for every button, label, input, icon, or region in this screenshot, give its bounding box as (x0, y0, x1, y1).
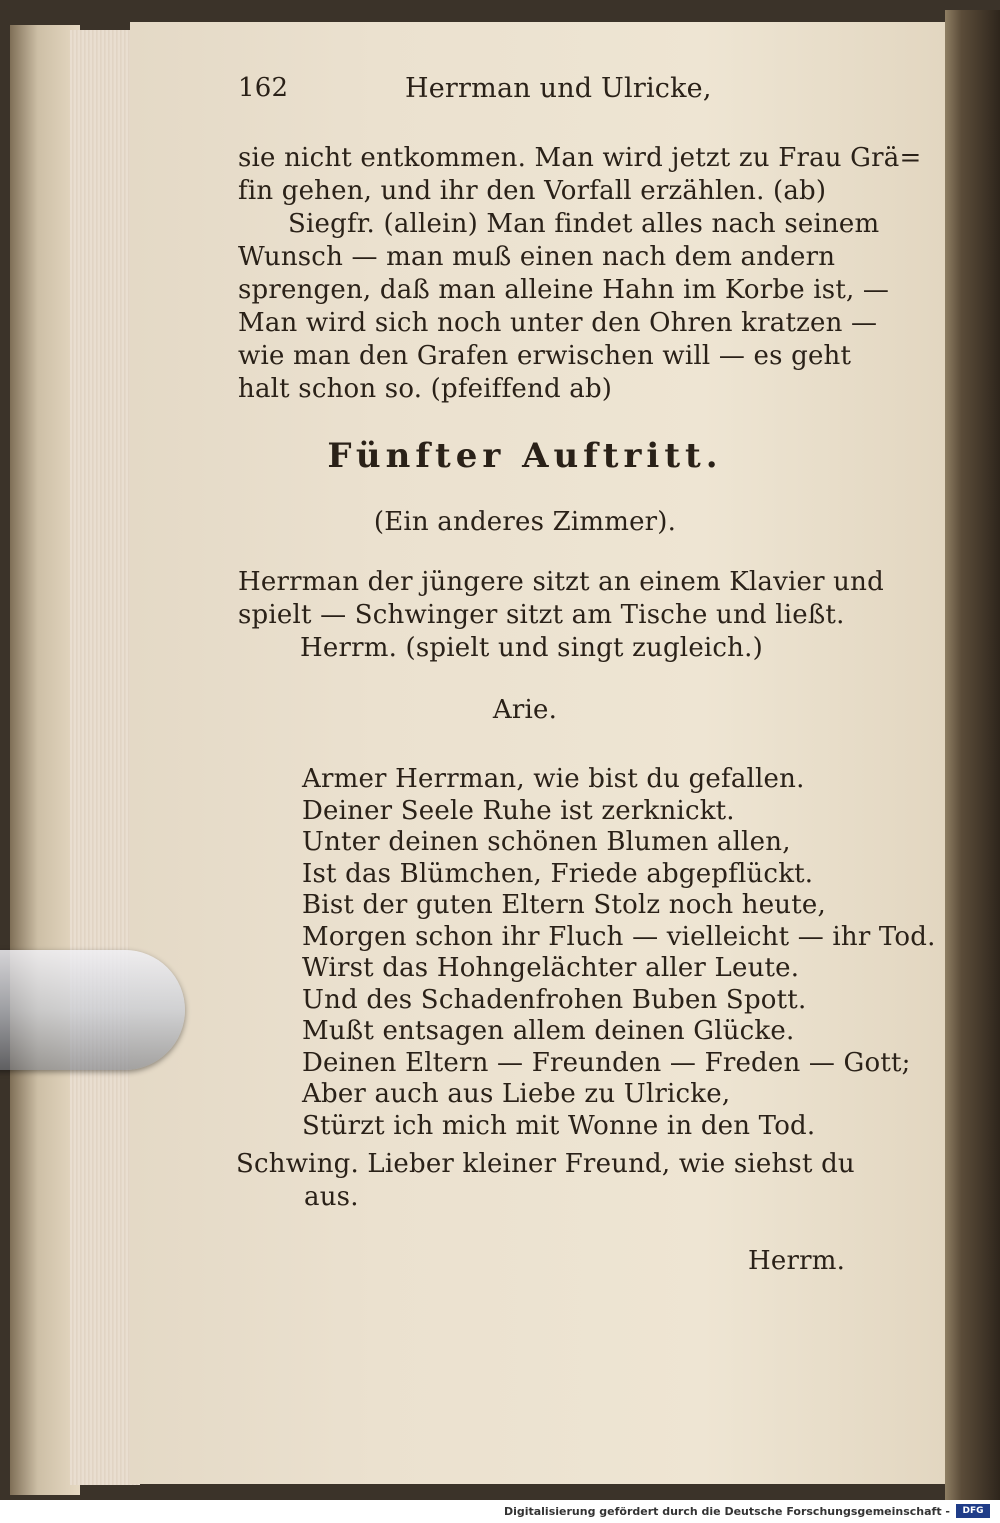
scanner-thumb-clip (0, 950, 185, 1070)
verse-line: Unter deinen schönen Blumen allen, (302, 827, 791, 857)
dialogue-top (238, 142, 922, 406)
book-spine (945, 10, 1000, 1500)
verse-line: Mußt entsagen allem deinen Glücke. (302, 1016, 795, 1046)
text-line: sie nicht entkommen. Man wird jetzt zu Frau Grä= (238, 143, 922, 173)
verse-line: Morgen schon ihr Fluch — vielleicht — ihr Tod. (302, 921, 936, 952)
text-line: halt schon so. (pfeiffend ab) (238, 374, 613, 404)
verse-line: Und des Schadenfrohen Buben Spott. (302, 984, 807, 1015)
verse-line: Aber auch aus Liebe zu Ulricke, (302, 1079, 731, 1109)
page-number: 162 (238, 73, 289, 103)
text-line: wie man den Grafen erwischen will — es geht (238, 341, 852, 371)
text-line: fin gehen, und ihr den Vorfall erzählen. (ab) (238, 176, 827, 206)
text-line: Schwing. Lieber kleiner Freund, wie siehst du (236, 1149, 855, 1179)
scene-setting: (Ein anderes Zimmer). (373, 507, 677, 537)
catchword: Herrm. (748, 1246, 846, 1276)
verse-line: Wirst das Hohngelächter aller Leute. (302, 953, 800, 983)
scene-heading: Fünfter Auftritt. (327, 436, 723, 476)
closing-dialogue (236, 1148, 872, 1214)
text-line: Herrman der jüngere sitzt an einem Klavier und (238, 567, 884, 597)
verse-line: Armer Herrman, wie bist du gefallen. (302, 764, 805, 794)
verse-line: Ist das Blümchen, Friede abgepflückt. (302, 858, 814, 889)
verse-line: Deiner Seele Ruhe ist zerknickt. (302, 795, 735, 826)
dfg-logo: DFG (956, 1504, 990, 1518)
verse-line: Stürzt ich mich mit Wonne in den Tod. (302, 1110, 816, 1141)
text-line: Siegfr. (allein) Man findet alles nach seinem (288, 209, 880, 239)
text-line: Man wird sich noch unter den Ohren kratzen — (238, 308, 878, 338)
text-line: Herrm. (spielt und singt zugleich.) (300, 633, 763, 663)
stage-direction (238, 566, 884, 665)
verse-line: Deinen Eltern — Freunden — Freden — Gott; (302, 1047, 911, 1078)
text-line: spielt — Schwinger sitzt am Tische und ließt. (238, 600, 845, 630)
aria-label: Arie. (492, 695, 558, 725)
running-title: Herrman und Ulricke, (405, 73, 712, 104)
text-line: Wunsch — man muß einen nach dem andern (238, 242, 836, 272)
text-line: sprengen, daß man alleine Hahn im Korbe ist, — (238, 275, 890, 305)
text-line: aus. (304, 1182, 359, 1212)
aria-verse (302, 764, 936, 1142)
verse-line: Bist der guten Eltern Stolz noch heute, (302, 890, 826, 920)
digitization-credit: Digitalisierung gefördert durch die Deutsche Forschungsgemeinschaft - (503, 1505, 950, 1518)
